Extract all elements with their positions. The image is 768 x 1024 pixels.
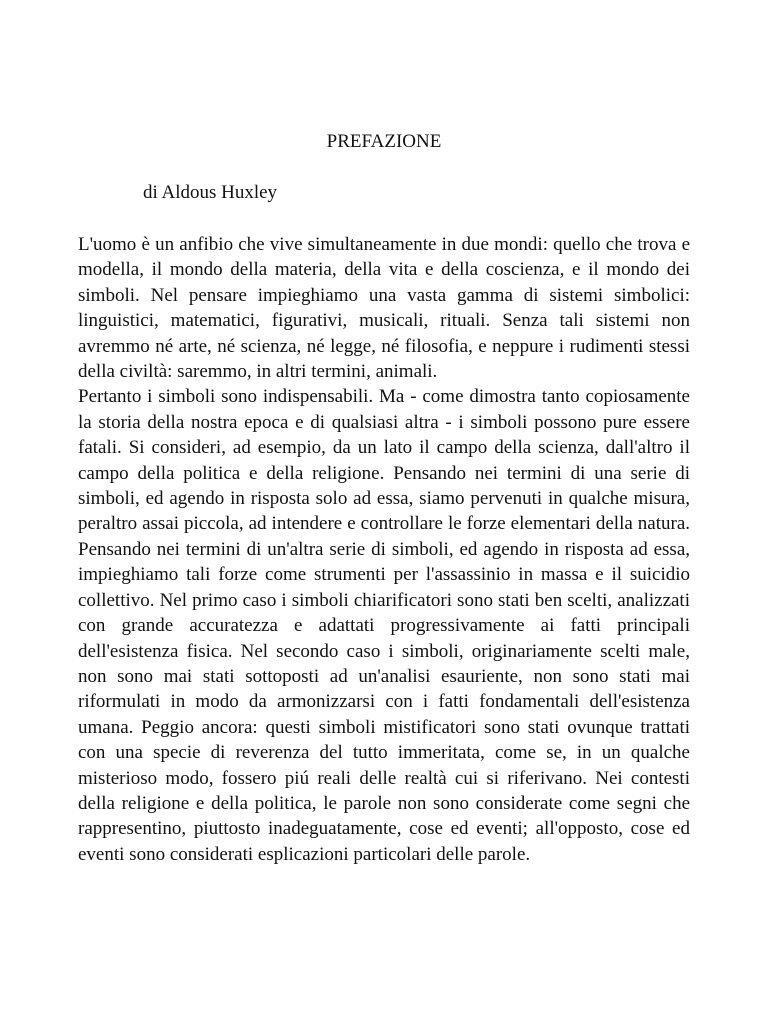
body-text <box>78 232 690 867</box>
paragraph-1: L'uomo è un anfibio che vive simultaneamente in due mondi: quello che trova e modella, il mondo della materia, della vita e della coscienza, e il mondo dei simboli. Nel pensare impieghiamo una vasta gamma di sistemi simbolici: linguistici, matematici, figurativi, musicali, rituali. Senza tali sistemi non avremmo né arte, né scienza, né legge, né filosofia, e neppure i rudimenti stessi della civiltà: saremmo, in altri termini, animali. <box>78 234 690 383</box>
author-line: di Aldous Huxley <box>143 182 278 203</box>
page-title: PREFAZIONE <box>326 131 442 152</box>
paragraph-2: Pertanto i simboli sono indispensabili. Ma - come dimostra tanto copiosamente la storia della nostra epoca e di qualsiasi altra - i simboli possono pure essere fatali. Si consideri, ad esempio, da un lato il campo della scienza, dall'altro il campo della politica e della religione. Pensando nei termini di una serie di simboli, ed agendo in risposta solo ad essa, siamo pervenuti in qualche misura, peraltro assai piccola, ad intendere e controllare le forze elementari della natura. Pensando nei termini di un'altra serie di simboli, ed agendo in risposta ad essa, impieghiamo tali forze come strumenti per l'assassinio in massa e il suicidio collettivo. Nel primo caso i simboli chiarificatori sono stati ben scelti, analizzati con grande accuratezza e adattati progressivamente ai fatti principali dell'esistenza fisica. Nel secondo caso i simboli, originariamente scelti male, non sono mai stati sottoposti ad un'analisi esauriente, non sono stati mai riformulati in modo da armonizzarsi con i fatti fondamentali dell'esistenza umana. Peggio ancora: questi simboli mistificatori sono stati ovunque trattati con una specie di reverenza del tutto immeritata, come se, in un qualche misterioso modo, fossero piú reali delle realtà cui si riferivano. Nei contesti della religione e della politica, le parole non sono considerate come segni che rappresentino, piuttosto inadeguatamente, cose ed eventi; all'opposto, cose ed eventi sono considerati esplicazioni particolari delle parole. <box>78 386 690 865</box>
